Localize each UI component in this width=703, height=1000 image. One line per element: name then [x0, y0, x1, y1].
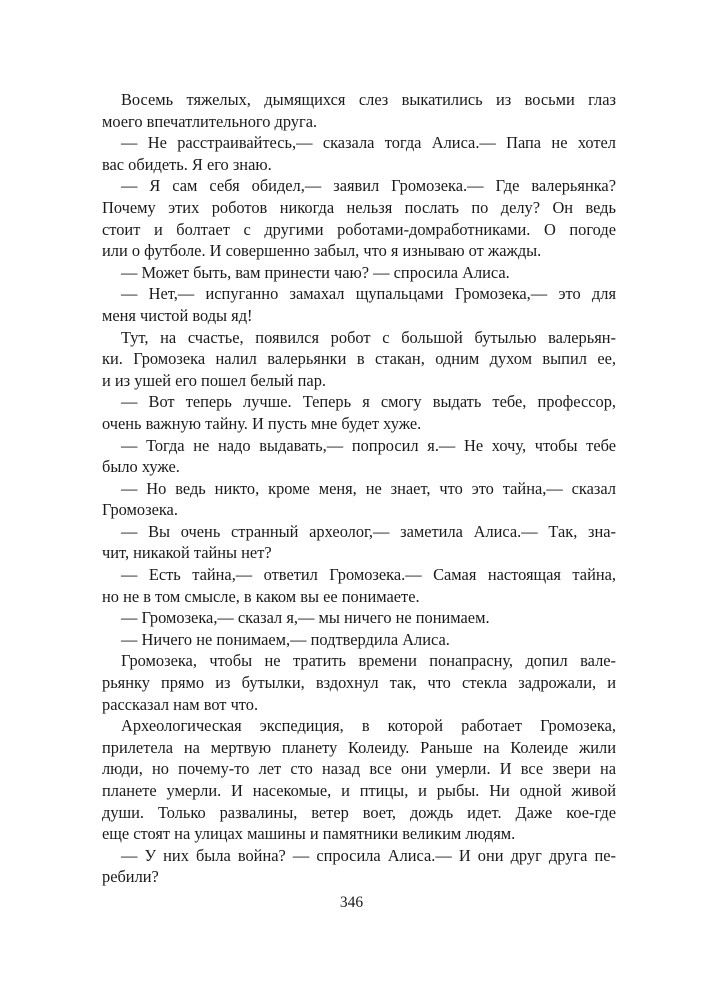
text-line: Археологическая экспедиция, в которой работает Громозека,: [121, 716, 616, 736]
text-line: души. Только развалины, ветер воет, дождь идет. Даже кое-где: [102, 802, 616, 822]
text-line: было хуже.: [102, 457, 180, 477]
text-line: — Может быть, вам принести чаю? — спросила Алиса.: [121, 262, 510, 282]
text-line: очень важную тайну. И пусть мне будет хуже.: [102, 413, 422, 433]
text-line: — Я сам себя обидел,— заявил Громозека.— Где валерьянка?: [121, 176, 616, 196]
text-line: Громозека.: [102, 500, 178, 520]
text-line: рьянку прямо из бутылки, вздохнул так, что стекла задрожали, и: [102, 673, 616, 693]
text-line: — Ничего не понимаем,— подтвердила Алиса.: [121, 629, 450, 649]
text-line: Почему этих роботов никогда нельзя послать по делу? Он ведь: [102, 197, 616, 217]
text-line: — Вот теперь лучше. Теперь я смогу выдать тебе, профессор,: [121, 392, 616, 412]
text-line: люди, но почему-то лет сто назад все они умерли. И все звери на: [102, 759, 616, 779]
text-line: — Есть тайна,— ответил Громозека.— Самая настоящая тайна,: [121, 565, 616, 585]
body-text: [102, 89, 616, 888]
text-line: меня чистой воды яд!: [102, 305, 253, 325]
text-line: прилетела на мертвую планету Колеиду. Раньше на Колеиде жили: [102, 737, 616, 757]
text-line: моего впечатлительного друга.: [102, 111, 318, 131]
text-line: ребили?: [102, 867, 159, 887]
text-line: — Громозека,— сказал я,— мы ничего не понимаем.: [121, 608, 490, 628]
text-line: еще стоят на улицах машины и памятники великим людям.: [102, 824, 516, 844]
text-line: — У них была война? — спросила Алиса.— И они друг друга пе-: [121, 845, 616, 865]
text-line: стоит и болтает с другими роботами-домработниками. О погоде: [102, 219, 616, 239]
text-line: Тут, на счастье, появился робот с большой бутылью валерьян-: [121, 327, 616, 347]
text-line: или о футболе. И совершенно забыл, что я изнываю от жажды.: [102, 241, 542, 261]
text-line: рассказал нам вот что.: [102, 694, 259, 714]
text-line: Восемь тяжелых, дымящихся слез выкатились из восьми глаз: [121, 90, 616, 109]
text-line: — Но ведь никто, кроме меня, не знает, что это тайна,— сказал: [121, 478, 616, 498]
text-line: и из ушей его пошел белый пар.: [102, 370, 326, 390]
text-line: Громозека, чтобы не тратить времени понапрасну, допил вале-: [121, 651, 616, 671]
text-line: — Не расстраивайтесь,— сказала тогда Алиса.— Папа не хотел: [121, 133, 616, 153]
text-line: чит, никакой тайны нет?: [102, 543, 272, 563]
text-line: вас обидеть. Я его знаю.: [102, 154, 272, 174]
text-line: — Нет,— испуганно замахал щупальцами Громозека,— это для: [121, 284, 616, 304]
text-line: ки. Громозека налил валерьянки в стакан, одним духом выпил ее,: [102, 349, 616, 369]
text-line: — Тогда не надо выдавать,— попросил я.— Не хочу, чтобы тебе: [121, 435, 616, 455]
text-line: но не в том смысле, в каком вы ее понимаете.: [102, 586, 420, 606]
page-number: 346: [339, 894, 364, 911]
text-line: планете умерли. И насекомые, и птицы, и рыбы. Ни одной живой: [102, 781, 616, 800]
text-line: — Вы очень странный археолог,— заметила Алиса.— Так, зна-: [121, 521, 616, 541]
